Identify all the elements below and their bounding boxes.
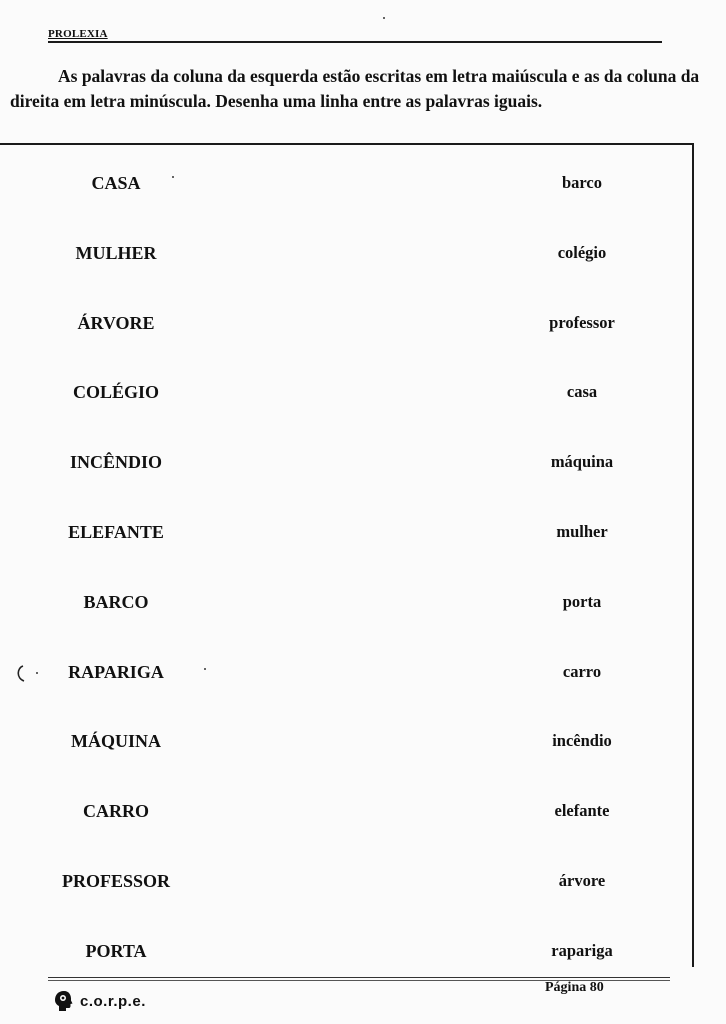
uppercase-word[interactable]: COLÉGIO [72, 382, 160, 402]
lowercase-word[interactable]: colégio [557, 243, 607, 262]
lowercase-word[interactable]: barco [561, 173, 603, 192]
uppercase-word[interactable]: CASA [91, 173, 141, 193]
lowercase-word[interactable]: elefante [554, 801, 610, 820]
uppercase-word[interactable]: CARRO [83, 801, 149, 821]
instructions-text: As palavras da coluna da esquerda estão escritas em letra maiúscula e as da coluna da direita em letra minúscula. Desenha uma linha entre as palavras iguais. [10, 65, 700, 111]
uppercase-word[interactable]: PROFESSOR [61, 871, 171, 891]
lowercase-word[interactable]: mulher [556, 522, 608, 541]
publisher-logo [54, 990, 146, 1012]
page-number: Página 80 [545, 980, 604, 995]
uppercase-word[interactable]: ELEFANTE [68, 522, 164, 542]
lowercase-word[interactable]: porta [562, 592, 602, 611]
uppercase-word[interactable]: ÁRVORE [77, 313, 155, 333]
series-title: PROLEXIA [48, 28, 108, 40]
lowercase-word[interactable]: casa [566, 382, 598, 401]
logo-text: c.o.r.p.e. [80, 992, 146, 1010]
lowercase-word[interactable]: árvore [558, 871, 606, 890]
uppercase-word[interactable]: INCÊNDIO [69, 452, 162, 472]
lowercase-word[interactable]: carro [562, 662, 602, 681]
pencil-mark [14, 664, 26, 684]
header-rule [48, 41, 662, 43]
scan-speck [36, 672, 38, 674]
lowercase-word[interactable]: incêndio [552, 731, 612, 750]
uppercase-word[interactable]: BARCO [83, 592, 149, 612]
uppercase-word[interactable]: PORTA [85, 941, 147, 961]
scan-speck [383, 17, 385, 19]
scan-speck [204, 668, 206, 670]
uppercase-word[interactable]: RAPARIGA [68, 662, 164, 682]
lowercase-word[interactable]: rapariga [551, 941, 613, 960]
head-profile-icon [54, 990, 74, 1012]
uppercase-word[interactable]: MULHER [75, 243, 157, 263]
footer-rule [48, 977, 670, 978]
scan-speck [172, 176, 174, 178]
uppercase-word[interactable]: MÁQUINA [71, 731, 161, 751]
lowercase-word[interactable]: máquina [550, 452, 614, 471]
word-matching-box [0, 143, 694, 967]
lowercase-word[interactable]: professor [549, 313, 615, 332]
